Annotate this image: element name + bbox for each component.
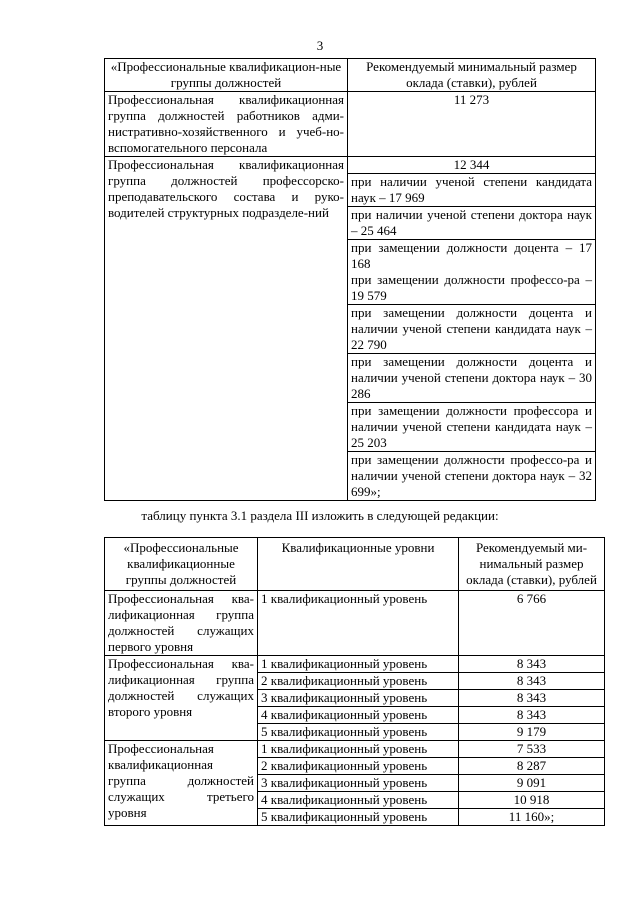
level-cell: 3 квалификационный уровень: [258, 690, 459, 707]
allowance-cell: при замещении должности доцента и наличии ученой степени доктора наук – 30 286: [348, 354, 596, 403]
salary-cell: 8 287: [459, 758, 605, 775]
allowance-cell: при замещении должности доцента и наличии ученой степени кандидата наук – 22 790: [348, 305, 596, 354]
salary-cell: 12 344: [348, 157, 596, 174]
salary-cell: 10 918: [459, 792, 605, 809]
salary-cell: 7 533: [459, 741, 605, 758]
salary-table-1: [104, 58, 596, 501]
salary-cell: 6 766: [459, 591, 605, 656]
intro-text: таблицу пункта 3.1 раздела III изложить в следующей редакции:: [141, 508, 499, 523]
header-cell-levels: Квалификационные уровни: [258, 538, 459, 591]
level-cell: 1 квалификационный уровень: [258, 591, 459, 656]
salary-cell: 8 343: [459, 690, 605, 707]
table-header-row: [105, 59, 596, 92]
level-cell: 5 квалификационный уровень: [258, 809, 459, 826]
group-name-cell: Профессиональная квалификационная группа должностей служащих третьего уровня: [105, 741, 258, 826]
salary-table-2: [104, 537, 605, 826]
salary-cell: 8 343: [459, 707, 605, 724]
group-name-cell: Профессиональная ква-лификационная группа должностей служащих первого уровня: [105, 591, 258, 656]
salary-cell: 9 179: [459, 724, 605, 741]
salary-cell: 9 091: [459, 775, 605, 792]
level-cell: 4 квалификационный уровень: [258, 707, 459, 724]
level-cell: 1 квалификационный уровень: [258, 656, 459, 673]
salary-cell: 8 343: [459, 656, 605, 673]
table-header-row: [105, 538, 605, 591]
allowance-cell: при замещении должности доцента – 17 168: [348, 240, 596, 273]
table-row: [105, 656, 605, 673]
level-cell: 5 квалификационный уровень: [258, 724, 459, 741]
salary-cell: 11 273: [348, 92, 596, 157]
allowance-cell: при наличии ученой степени доктора наук – 25 464: [348, 207, 596, 240]
group-name-cell: Профессиональная ква-лификационная группа должностей служащих второго уровня: [105, 656, 258, 741]
table-row: [105, 741, 605, 758]
level-cell: 2 квалификационный уровень: [258, 758, 459, 775]
level-cell: 2 квалификационный уровень: [258, 673, 459, 690]
salary-cell: 8 343: [459, 673, 605, 690]
allowance-cell: при замещении должности профессо-ра – 19 579: [348, 272, 596, 305]
group-name-cell: Профессиональная квалификационная группа должностей работников адми-нистративно-хозяйственного и учеб-но-вспомогательного персонала: [105, 92, 348, 157]
allowance-cell: при замещении должности профессо-ра и наличии ученой степени доктора наук – 32 699»;: [348, 452, 596, 501]
level-cell: 3 квалификационный уровень: [258, 775, 459, 792]
table-row: [105, 591, 605, 656]
table-row: [105, 92, 596, 157]
level-cell: 1 квалификационный уровень: [258, 741, 459, 758]
group-name-cell: Профессиональная квалификационная группа должностей профессорско-преподавательского состава и руко-водителей структурных подразделе-ний: [105, 157, 348, 501]
level-cell: 4 квалификационный уровень: [258, 792, 459, 809]
header-cell-salary: Рекомендуемый ми-нимальный размер оклада (ставки), рублей: [459, 538, 605, 591]
allowance-cell: при замещении должности профессора и наличии ученой степени кандидата наук – 25 203: [348, 403, 596, 452]
page-number: 3: [316, 38, 324, 53]
allowance-cell: при наличии ученой степени кандидата наук – 17 969: [348, 174, 596, 207]
salary-cell: 11 160»;: [459, 809, 605, 826]
header-cell-groups: «Профессиональные квалификацион-ные группы должностей: [105, 59, 348, 92]
header-cell-groups: «Профессиональные квалификационные группы должностей: [105, 538, 258, 591]
header-cell-salary: Рекомендуемый минимальный размер оклада (ставки), рублей: [348, 59, 596, 92]
table-row: [105, 157, 596, 174]
